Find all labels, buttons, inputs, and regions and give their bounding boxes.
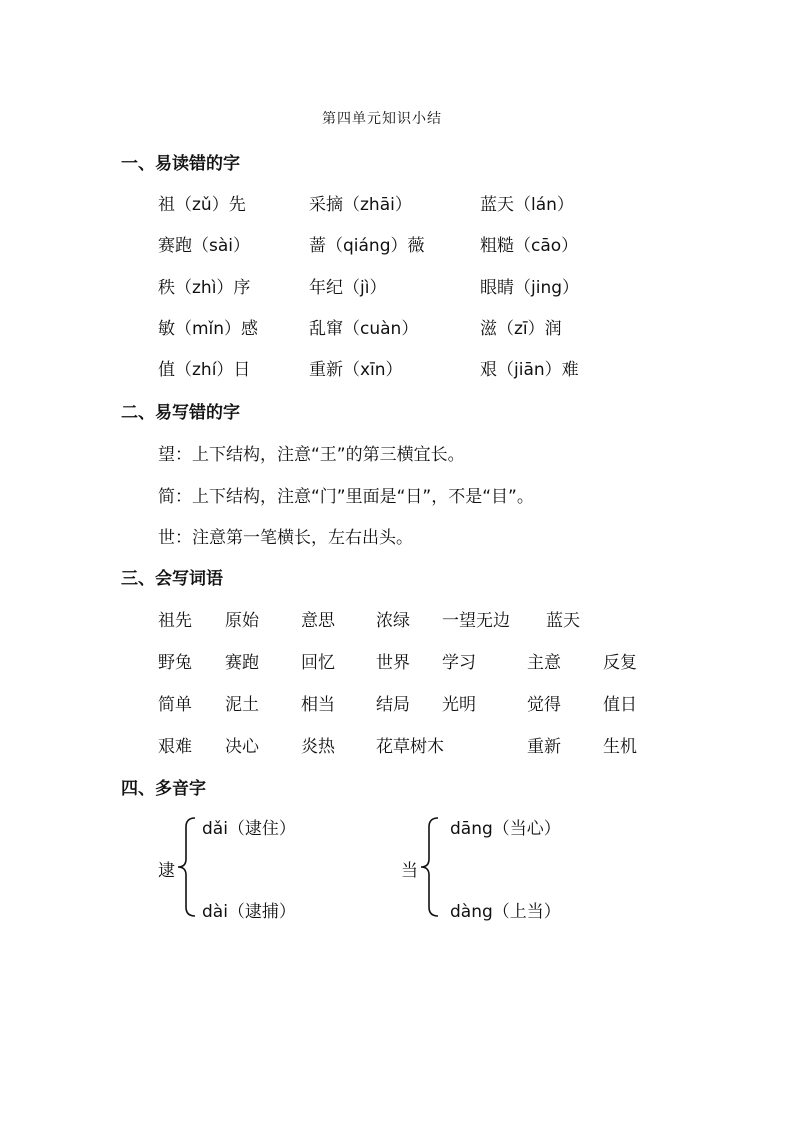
section-heading-4: 四、多音字 [121,779,206,799]
vocab-word: 浓绿 [376,611,410,631]
reading-item: 值（zhí）日 [158,360,251,380]
vocab-word: 反复 [603,653,637,673]
writing-note: 简：上下结构，注意“门”里面是“日”，不是“目”。 [158,487,534,507]
vocab-word: 回忆 [301,653,335,673]
vocab-word: 原始 [225,611,259,631]
vocab-word: 泥土 [225,695,259,715]
vocab-word: 花草树木 [376,737,444,757]
polyphone-char: 逮 [158,861,175,881]
reading-item: 艰（jiān）难 [480,360,579,380]
section-heading-1: 一、易读错的字 [121,154,240,174]
vocab-word: 生机 [603,737,637,757]
vocab-word: 蓝天 [546,611,580,631]
polyphone-reading: dàng（上当） [450,902,561,922]
reading-item: 年纪（jì） [309,278,387,298]
vocab-word: 觉得 [527,695,561,715]
reading-item: 蓝天（lán） [480,195,574,215]
page-title: 第四单元知识小结 [322,111,442,127]
polyphone-reading: dāng（当心） [450,819,561,839]
vocab-word: 重新 [527,737,561,757]
reading-item: 秩（zhì）序 [158,278,251,298]
writing-note: 世：注意第一笔横长，左右出头。 [158,528,413,548]
writing-note: 望：上下结构，注意“王”的第三横宜长。 [158,445,465,465]
reading-item: 赛跑（sài） [158,236,250,256]
vocab-word: 艰难 [158,737,192,757]
vocab-word: 结局 [376,695,410,715]
reading-item: 敏（mǐn）感 [158,319,259,339]
vocab-word: 祖先 [158,611,192,631]
vocab-word: 世界 [376,653,410,673]
vocab-word: 值日 [603,695,637,715]
vocab-word: 野兔 [158,653,192,673]
reading-item: 重新（xīn） [309,360,403,380]
vocab-word: 学习 [442,653,476,673]
vocab-word: 简单 [158,695,192,715]
vocab-word: 相当 [301,695,335,715]
vocab-word: 一望无边 [442,611,510,631]
vocab-word: 光明 [442,695,476,715]
reading-item: 乱窜（cuàn） [309,319,419,339]
brace-icon [175,815,197,919]
reading-item: 眼睛（jing） [480,278,580,298]
reading-item: 粗糙（cāo） [480,236,579,256]
polyphone-reading: dǎi（逮住） [202,819,296,839]
reading-item: 滋（zī）润 [480,319,562,339]
vocab-word: 主意 [527,653,561,673]
reading-item: 蔷（qiáng）薇 [309,236,425,256]
reading-item: 采摘（zhāi） [309,195,412,215]
vocab-word: 炎热 [301,737,335,757]
polyphone-char: 当 [401,861,418,881]
reading-item: 祖（zǔ）先 [158,195,246,215]
brace-icon [418,815,440,919]
section-heading-2: 二、易写错的字 [121,403,240,423]
section-heading-3: 三、会写词语 [121,569,223,589]
polyphone-reading: dài（逮捕） [202,902,296,922]
vocab-word: 意思 [301,611,335,631]
vocab-word: 赛跑 [225,653,259,673]
vocab-word: 决心 [225,737,259,757]
